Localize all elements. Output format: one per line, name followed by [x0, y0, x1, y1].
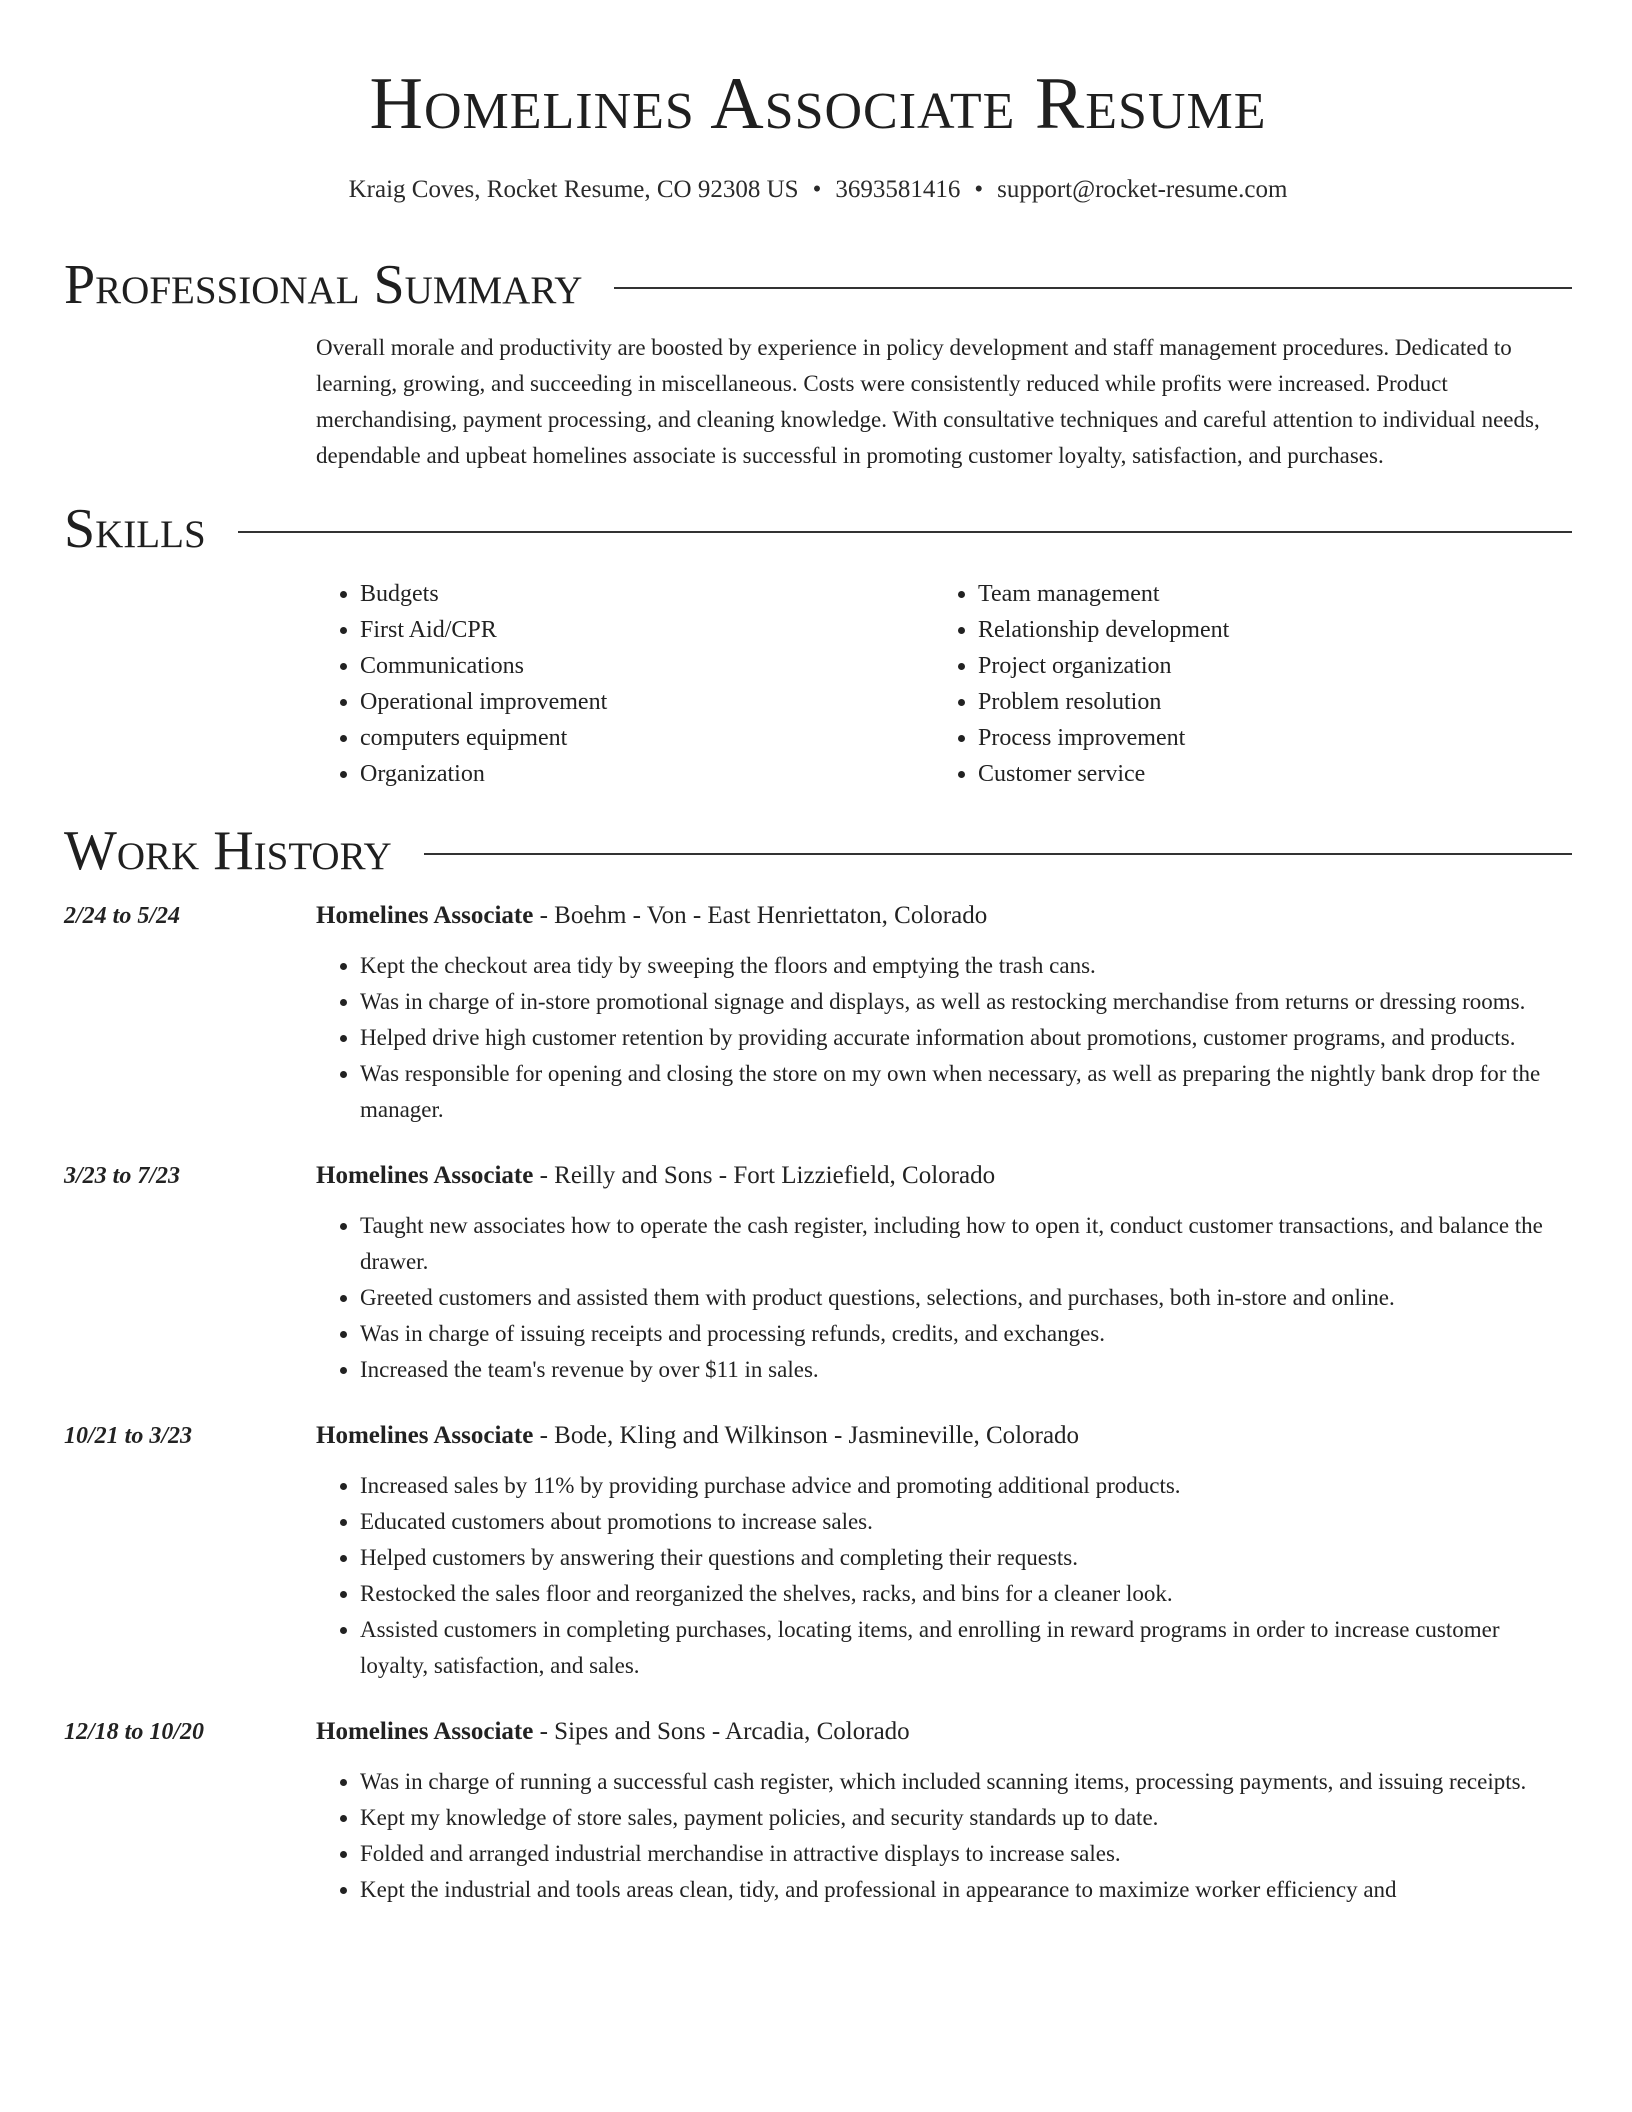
job-bullets: [316, 948, 1572, 1128]
job-header: [316, 1714, 1572, 1750]
job-bullet: • Kept my knowledge of store sales, payment policies, and security standards up to date.: [360, 1800, 1572, 1836]
skill-item: • Budgets: [360, 576, 934, 612]
job-bullets: [316, 1764, 1572, 1908]
skill-item: • Organization: [360, 756, 934, 792]
job-bullet: • Was in charge of issuing receipts and processing refunds, credits, and exchanges.: [360, 1316, 1572, 1352]
job-entry: [64, 1714, 1572, 1908]
summary-section-title: Professional Summary: [64, 254, 583, 316]
job-bullet: • Increased the team's revenue by over $11 in sales.: [360, 1352, 1572, 1388]
section-divider: [614, 287, 1572, 289]
skills-section-header: [64, 496, 1572, 562]
skill-item: • Relationship development: [978, 612, 1229, 648]
summary-section-header: [64, 252, 1572, 318]
job-header: [316, 1418, 1572, 1454]
job-bullet: • Assisted customers in completing purchases, locating items, and enrolling in reward programs in order to increase customer loyalty, satisfaction, and sales.: [360, 1612, 1572, 1684]
resume-page: [64, 0, 1572, 1908]
section-divider: [424, 853, 1572, 855]
job-bullet: • Educated customers about promotions to increase sales.: [360, 1504, 1572, 1540]
job-title: Homelines Associate: [316, 1718, 534, 1745]
job-header: [316, 1158, 1572, 1194]
job-bullet: • Kept the checkout area tidy by sweeping the floors and emptying the trash cans.: [360, 948, 1572, 984]
work-section-title: Work History: [64, 820, 392, 882]
job-employer: - Sipes and Sons - Arcadia, Colorado: [533, 1718, 910, 1745]
contact-email: support@rocket-resume.com: [997, 176, 1288, 203]
skills-list: [316, 576, 1572, 792]
job-employer: - Bode, Kling and Wilkinson - Jasmineville, Colorado: [533, 1422, 1080, 1449]
job-employer: - Boehm - Von - East Henriettaton, Colorado: [533, 902, 988, 929]
job-bullet: • Folded and arranged industrial merchandise in attractive displays to increase sales.: [360, 1836, 1572, 1872]
job-bullet: • Kept the industrial and tools areas clean, tidy, and professional in appearance to maximize worker efficiency and: [360, 1872, 1572, 1908]
section-divider: [238, 531, 1572, 533]
contact-separator: •: [812, 176, 822, 203]
job-employer: - Reilly and Sons - Fort Lizziefield, Colorado: [533, 1162, 996, 1189]
job-dates: 12/18 to 10/20: [64, 1719, 205, 1745]
job-bullets: [316, 1468, 1572, 1684]
job-dates: 2/24 to 5/24: [64, 903, 181, 929]
job-bullet: • Greeted customers and assisted them with product questions, selections, and purchases, both in-store and online.: [360, 1280, 1572, 1316]
skill-item: • Communications: [360, 648, 934, 684]
summary-text: Overall morale and productivity are boosted by experience in policy development and staff management procedures. Dedicated to learning, growing, and succeeding in miscellaneous. Costs were consistently reduced while profits were increased. Product merchandising, payment processing, and cleaning knowledge. With consultative techniques and careful attention to individual needs, dependable and upbeat homelines associate is successful in promoting customer loyalty, satisfaction, and purchases.: [316, 335, 1540, 468]
job-bullets: [316, 1208, 1572, 1388]
job-title: Homelines Associate: [316, 902, 534, 929]
skills-section-title: Skills: [64, 498, 206, 560]
skill-item: • Team management: [978, 576, 1229, 612]
skill-item: • Operational improvement: [360, 684, 934, 720]
contact-address: Kraig Coves, Rocket Resume, CO 92308 US: [348, 176, 799, 203]
skill-item: • Customer service: [978, 756, 1229, 792]
job-dates: 3/23 to 7/23: [64, 1163, 181, 1189]
work-section-header: [64, 818, 1572, 884]
job-entry: [64, 1418, 1572, 1684]
job-bullet: • Was in charge of running a successful cash register, which included scanning items, processing payments, and issuing receipts.: [360, 1764, 1572, 1800]
skill-item: • computers equipment: [360, 720, 934, 756]
job-bullet: • Taught new associates how to operate the cash register, including how to open it, conduct customer transactions, and balance the drawer.: [360, 1208, 1572, 1280]
contact-separator: •: [974, 176, 984, 203]
skill-item: • First Aid/CPR: [360, 612, 934, 648]
job-bullet: • Helped drive high customer retention by providing accurate information about promotions, customer programs, and products.: [360, 1020, 1572, 1056]
skill-item: • Process improvement: [978, 720, 1229, 756]
contact-line: [64, 174, 1572, 206]
job-bullet: • Helped customers by answering their questions and completing their requests.: [360, 1540, 1572, 1576]
job-title: Homelines Associate: [316, 1162, 534, 1189]
job-entry: [64, 898, 1572, 1128]
job-bullet: • Was responsible for opening and closing the store on my own when necessary, as well as preparing the nightly bank drop for the manager.: [360, 1056, 1572, 1128]
job-bullet: • Increased sales by 11% by providing purchase advice and promoting additional products.: [360, 1468, 1572, 1504]
job-bullet: • Was in charge of in-store promotional signage and displays, as well as restocking merchandise from returns or dressing rooms.: [360, 984, 1572, 1020]
skill-item: • Problem resolution: [978, 684, 1229, 720]
contact-phone: 3693581416: [835, 176, 961, 203]
job-bullet: • Restocked the sales floor and reorganized the shelves, racks, and bins for a cleaner look.: [360, 1576, 1572, 1612]
job-entry: [64, 1158, 1572, 1388]
job-title: Homelines Associate: [316, 1422, 534, 1449]
skills-column-left: [316, 576, 934, 792]
job-header: [316, 898, 1572, 934]
skill-item: • Project organization: [978, 648, 1229, 684]
skills-column-right: [934, 576, 1229, 792]
job-dates: 10/21 to 3/23: [64, 1423, 193, 1449]
page-title: Homelines Associate Resume: [369, 63, 1267, 145]
